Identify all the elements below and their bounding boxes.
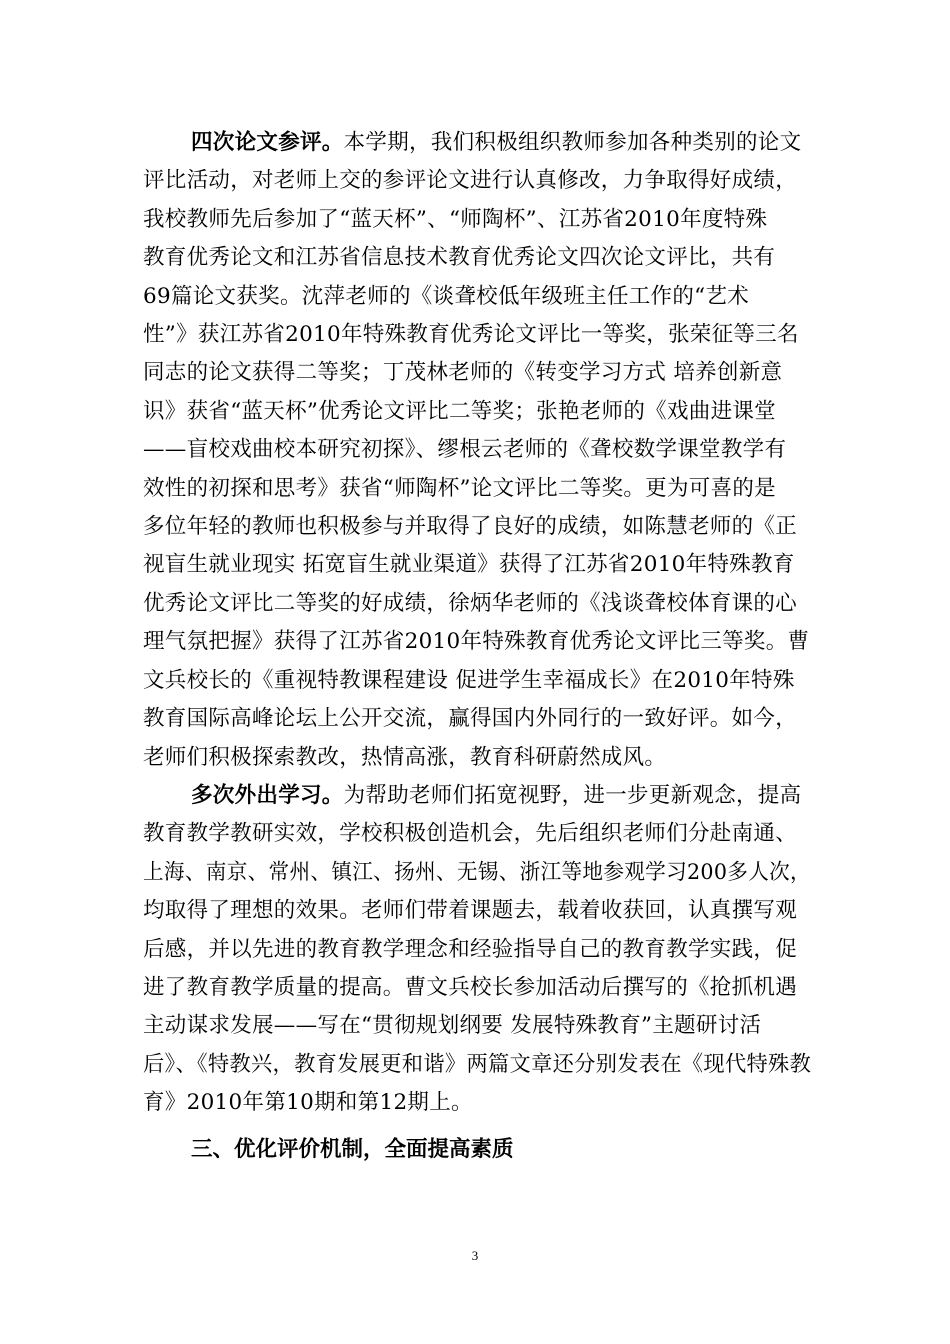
paragraph-line: 四次论文参评。本学期，我们积极组织教师参加各种类别的论文	[191, 130, 802, 155]
paragraph-line: 效性的初探和思考》获省“师陶杯”论文评比二等奖。更为可喜的是	[143, 475, 776, 501]
paragraph-study-trips	[143, 777, 811, 1123]
section-heading: 三、优化评价机制，全面提高素质	[191, 1136, 514, 1162]
paragraph-line: 性”》获江苏省2010年特殊教育优秀论文评比一等奖，张荣征等三名	[143, 322, 799, 348]
paragraph-line: 评比活动，对老师上交的参评论文进行认真修改，力争取得好成绩，	[143, 168, 798, 194]
paragraph-line: 视盲生就业现实 拓宽盲生就业渠道》获得了江苏省2010年特殊教育	[143, 552, 795, 578]
paragraph-line: 进了教育教学质量的提高。曹文兵校长参加活动后撰写的《抢抓机遇	[143, 974, 798, 1000]
paragraph-line: 教育教学教研实效，学校积极创造机会，先后组织老师们分赴南通、	[143, 821, 798, 847]
paragraph-line: 后感，并以先进的教育教学理念和经验指导自己的教育教学实践，促	[143, 936, 798, 962]
page-body	[143, 124, 811, 1169]
paragraph-line: 主动谋求发展——写在“贯彻规划纲要 发展特殊教育”主题研讨活	[143, 1013, 762, 1039]
paragraph-line: 69篇论文获奖。沈萍老师的《谈聋校低年级班主任工作的“艺术	[143, 283, 750, 309]
paragraph-line: 后》、《特教兴，教育发展更和谐》两篇文章还分别发表在《现代特殊教	[143, 1051, 812, 1077]
paragraph-line: 我校教师先后参加了“蓝天杯”、“师陶杯”、江苏省2010年度特殊	[143, 206, 768, 232]
paragraph-line: 优秀论文评比二等奖的好成绩，徐炳华老师的《浅谈聋校体育课的心	[143, 590, 798, 616]
paragraph-line: 均取得了理想的效果。老师们带着课题去，载着收获回，认真撰写观	[143, 898, 798, 924]
page-number: 3	[471, 1248, 479, 1263]
paragraph-line: 育》2010年第10期和第12期上。	[143, 1090, 473, 1116]
paragraph-line: 多次外出学习。为帮助老师们拓宽视野，进一步更新观念，提高	[191, 782, 802, 808]
paragraph-line: 多位年轻的教师也积极参与并取得了良好的成绩，如陈慧老师的《正	[143, 514, 798, 540]
paragraph-line: ——盲校戏曲校本研究初探》、缪根云老师的《聋校数学课堂教学有	[143, 437, 787, 463]
paragraph-line: 同志的论文获得二等奖；丁茂林老师的《转变学习方式 培养创新意	[143, 360, 783, 386]
paragraph-lead-title: 四次论文参评。	[191, 130, 344, 155]
paragraph-line: 教育优秀论文和江苏省信息技术教育优秀论文四次论文评比，共有	[143, 245, 776, 271]
paragraph-line: 教育国际高峰论坛上公开交流，赢得国内外同行的一致好评。如今，	[143, 706, 798, 732]
paragraph-line: 理气氛把握》获得了江苏省2010年特殊教育优秀论文评比三等奖。曹	[143, 629, 810, 655]
paragraph-line: 识》获省“蓝天杯”优秀论文评比二等奖；张艳老师的《戏曲进课堂	[143, 398, 776, 424]
paragraph-paper-awards	[143, 124, 811, 777]
paragraph-line: 老师们积极探索教改，热情高涨，教育科研蔚然成风。	[143, 744, 667, 770]
paragraph-line: 文兵校长的《重视特教课程建设 促进学生幸福成长》在2010年特殊	[143, 667, 795, 693]
paragraph-lead-title: 多次外出学习。	[191, 782, 344, 808]
paragraph-line: 上海、南京、常州、镇江、扬州、无锡、浙江等地参观学习200多人次，	[143, 859, 811, 885]
